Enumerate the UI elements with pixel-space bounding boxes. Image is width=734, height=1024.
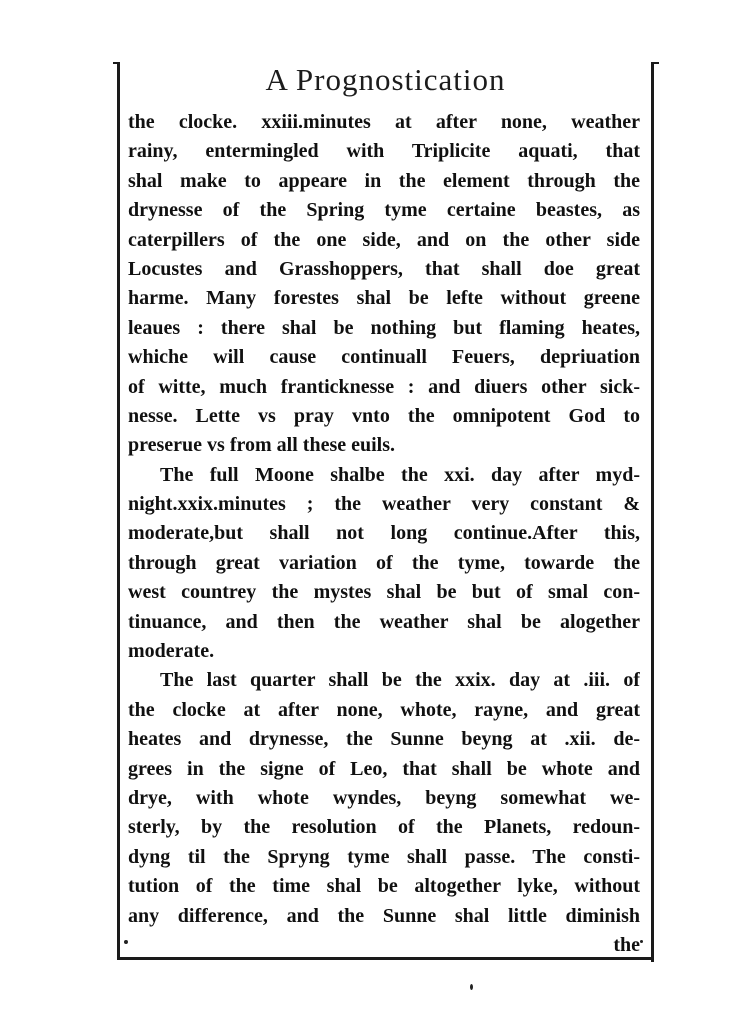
frame-corner-tick: [651, 62, 659, 64]
text-line: Locustes and Grasshoppers, that shall doe great: [128, 257, 640, 280]
text-line: tution of the time shal be altogether lyke, without: [128, 875, 640, 898]
text-line: shal make to appeare in the element through the: [128, 169, 640, 192]
running-head: A Prognostication: [265, 62, 506, 97]
text-line: rainy, entermingled with Triplicite aquati, that: [128, 140, 640, 163]
text-line: night.xxix.minutes ; the weather very constant &: [128, 493, 640, 516]
frame-right-rule: [651, 62, 654, 962]
text-line: dyng til the Spryng tyme shall passe. The consti-: [128, 845, 640, 868]
text-line: the clocke at after none, whote, rayne, and great: [128, 698, 640, 721]
text-line: harme. Many forestes shal be lefte without greene: [128, 287, 640, 310]
text-line: any difference, and the Sunne shal little diminish: [128, 904, 640, 927]
text-line: preserue vs from all these euils.: [128, 434, 396, 457]
text-line: west countrey the mystes shal be but of smal con-: [128, 581, 640, 604]
text-line: heates and drynesse, the Sunne beyng at .xii. de-: [128, 728, 640, 751]
text-line: the clocke. xxiii.minutes at after none, weather: [128, 111, 640, 133]
text-line: moderate,but shall not long continue.After this,: [128, 522, 640, 545]
frame-corner-tick: [113, 62, 120, 64]
text-line: through great variation of the tyme, towarde the: [128, 551, 640, 574]
text-line: drye, with whote wyndes, beyng somewhat we-: [128, 786, 640, 809]
ink-speck: [124, 940, 128, 944]
catchword: the: [613, 933, 640, 956]
ink-speck: [640, 940, 643, 943]
paragraph-first-line: The full Moone shalbe the xxi. day after myd-: [160, 463, 640, 486]
ink-speck: [470, 984, 473, 990]
text-line: grees in the signe of Leo, that shall be whote and: [128, 757, 640, 780]
paragraph-first-line: The last quarter shall be the xxix. day at .iii. of: [160, 669, 640, 692]
frame-left-rule: [117, 62, 120, 960]
text-line: caterpillers of the one side, and on the other side: [128, 228, 640, 251]
text-line: sterly, by the resolution of the Planets, redoun-: [128, 816, 640, 839]
text-line: drynesse of the Spring tyme certaine beastes, as: [128, 199, 640, 222]
text-line: whiche will cause continuall Feuers, depriuation: [128, 346, 640, 369]
text-line: of witte, much franticknesse : and diuers other sick-: [128, 375, 640, 398]
text-line: tinuance, and then the weather shal be alogether: [128, 610, 640, 633]
text-line: nesse. Lette vs pray vnto the omnipotent God to: [128, 404, 640, 427]
text-line: moderate.: [128, 640, 215, 663]
body-text: [128, 108, 640, 960]
text-line: leaues : there shal be nothing but flaming heates,: [128, 316, 640, 339]
